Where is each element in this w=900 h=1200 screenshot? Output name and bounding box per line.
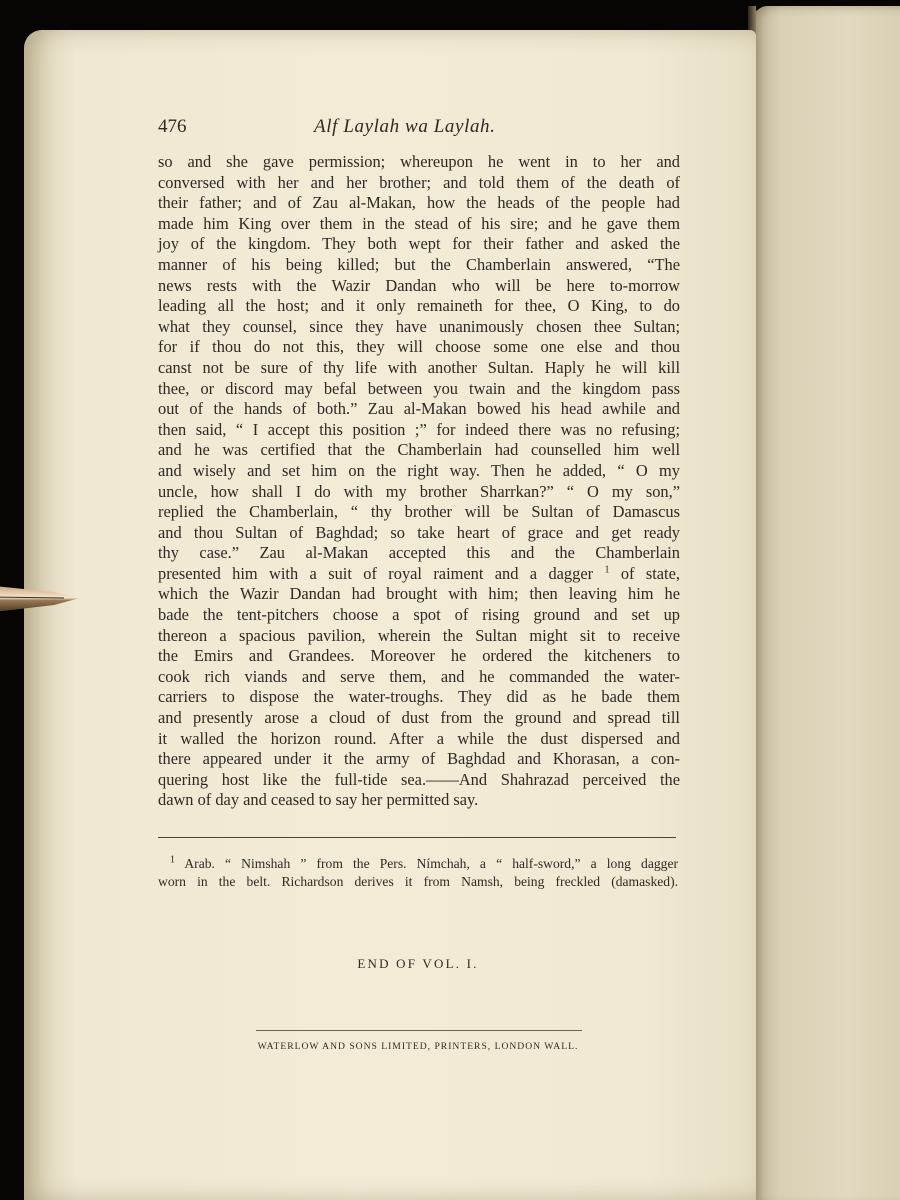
- footnote-text: Arab. “ Nimshah ” from the Pers. Nímchah, a “ half-sword,” a long dagger: [184, 856, 679, 871]
- imprint-rule: [256, 1030, 582, 1031]
- printer-imprint: WATERLOW AND SONS LIMITED, PRINTERS, LONDON WALL.: [257, 1041, 579, 1052]
- facing-page-edge: [752, 6, 900, 1200]
- footnote-marker: 1: [604, 564, 610, 576]
- text-line: thee, or discord may befal between you twain and the kingdom pass: [158, 378, 680, 398]
- footnote-line: [158, 855, 678, 873]
- text-fragment: presented him with a suit of royal raiment and a dagger: [158, 563, 594, 583]
- text-line: which the Wazir Dandan had brought with him; then leaving him he: [158, 584, 680, 604]
- text-line: for if thou do not this, they will choose some one else and thou: [158, 337, 680, 357]
- text-fragment: of state,: [620, 563, 680, 583]
- text-line: replied the Chamberlain, “ thy brother will be Sultan of Damascus: [158, 502, 680, 522]
- text-line: conversed with her and her brother; and told them of the death of: [158, 172, 680, 192]
- text-line: carriers to dispose the water-troughs. They did as he bade them: [158, 687, 680, 707]
- text-line: canst not be sure of thy life with another Sultan. Haply he will kill: [158, 357, 680, 377]
- text-line: and he was certified that the Chamberlain had counselled him well: [158, 440, 680, 460]
- text-line-with-footnote: [158, 564, 680, 585]
- running-head: [158, 116, 678, 144]
- text-line: uncle, how shall I do with my brother Sharrkan?” “ O my son,”: [158, 481, 680, 501]
- text-line: joy of the kingdom. They both wept for their father and asked the: [158, 234, 680, 254]
- text-line: manner of his being killed; but the Chamberlain answered, “The: [158, 254, 680, 274]
- footnote: [158, 855, 678, 891]
- text-line: there appeared under it the army of Baghdad and Khorasan, a con-: [158, 749, 680, 769]
- footnote-rule: [158, 837, 676, 838]
- text-line: so and she gave permission; whereupon he went in to her and: [158, 152, 680, 171]
- end-of-volume: END OF VOL. I.: [357, 956, 479, 971]
- text-line: out of the hands of both.” Zau al-Makan bowed his head awhile and: [158, 399, 680, 419]
- text-line: and presently arose a cloud of dust from the ground and spread till: [158, 708, 680, 728]
- text-line-last: dawn of day and ceased to say her permitted say.: [158, 790, 479, 810]
- body-text: [158, 152, 680, 811]
- text-line: then said, “ I accept this position ;” for indeed there was no refusing;: [158, 419, 680, 439]
- text-line: bade the tent-pitchers choose a spot of rising ground and set up: [158, 605, 680, 625]
- text-line: and wisely and set him on the right way. Then he added, “ O my: [158, 460, 680, 480]
- text-line: it walled the horizon round. After a while the dust dispersed and: [158, 728, 680, 748]
- text-line: their father; and of Zau al-Makan, how the heads of the people had: [158, 193, 680, 213]
- text-line: news rests with the Wazir Dandan who will be here to-morrow: [158, 275, 680, 295]
- footnote-line: worn in the belt. Richardson derives it from Namsh, being freckled (damasked).: [158, 874, 678, 889]
- text-line: thereon a spacious pavilion, wherein the Sultan might sit to receive: [158, 625, 680, 645]
- text-line: made him King over them in the stead of his sire; and he gave them: [158, 213, 680, 233]
- text-line: leading all the host; and it only remaineth for thee, O King, to do: [158, 296, 680, 316]
- page-pointer-icon: [0, 578, 82, 618]
- running-title: Alf Laylah wa Laylah.: [314, 116, 496, 137]
- text-line: the Emirs and Grandees. Moreover he ordered the kitcheners to: [158, 646, 680, 666]
- footnote-number: 1: [170, 854, 175, 866]
- text-line: quering host like the full-tide sea.——And Shahrazad perceived the: [158, 769, 680, 789]
- text-line: cook rich viands and serve them, and he commanded the water-: [158, 666, 680, 686]
- text-line: what they counsel, since they have unanimously chosen thee Sultan;: [158, 316, 680, 336]
- text-line: thy case.” Zau al-Makan accepted this and the Chamberlain: [158, 543, 680, 563]
- text-line: and thou Sultan of Baghdad; so take heart of grace and get ready: [158, 522, 680, 542]
- page-number: 476: [158, 116, 187, 137]
